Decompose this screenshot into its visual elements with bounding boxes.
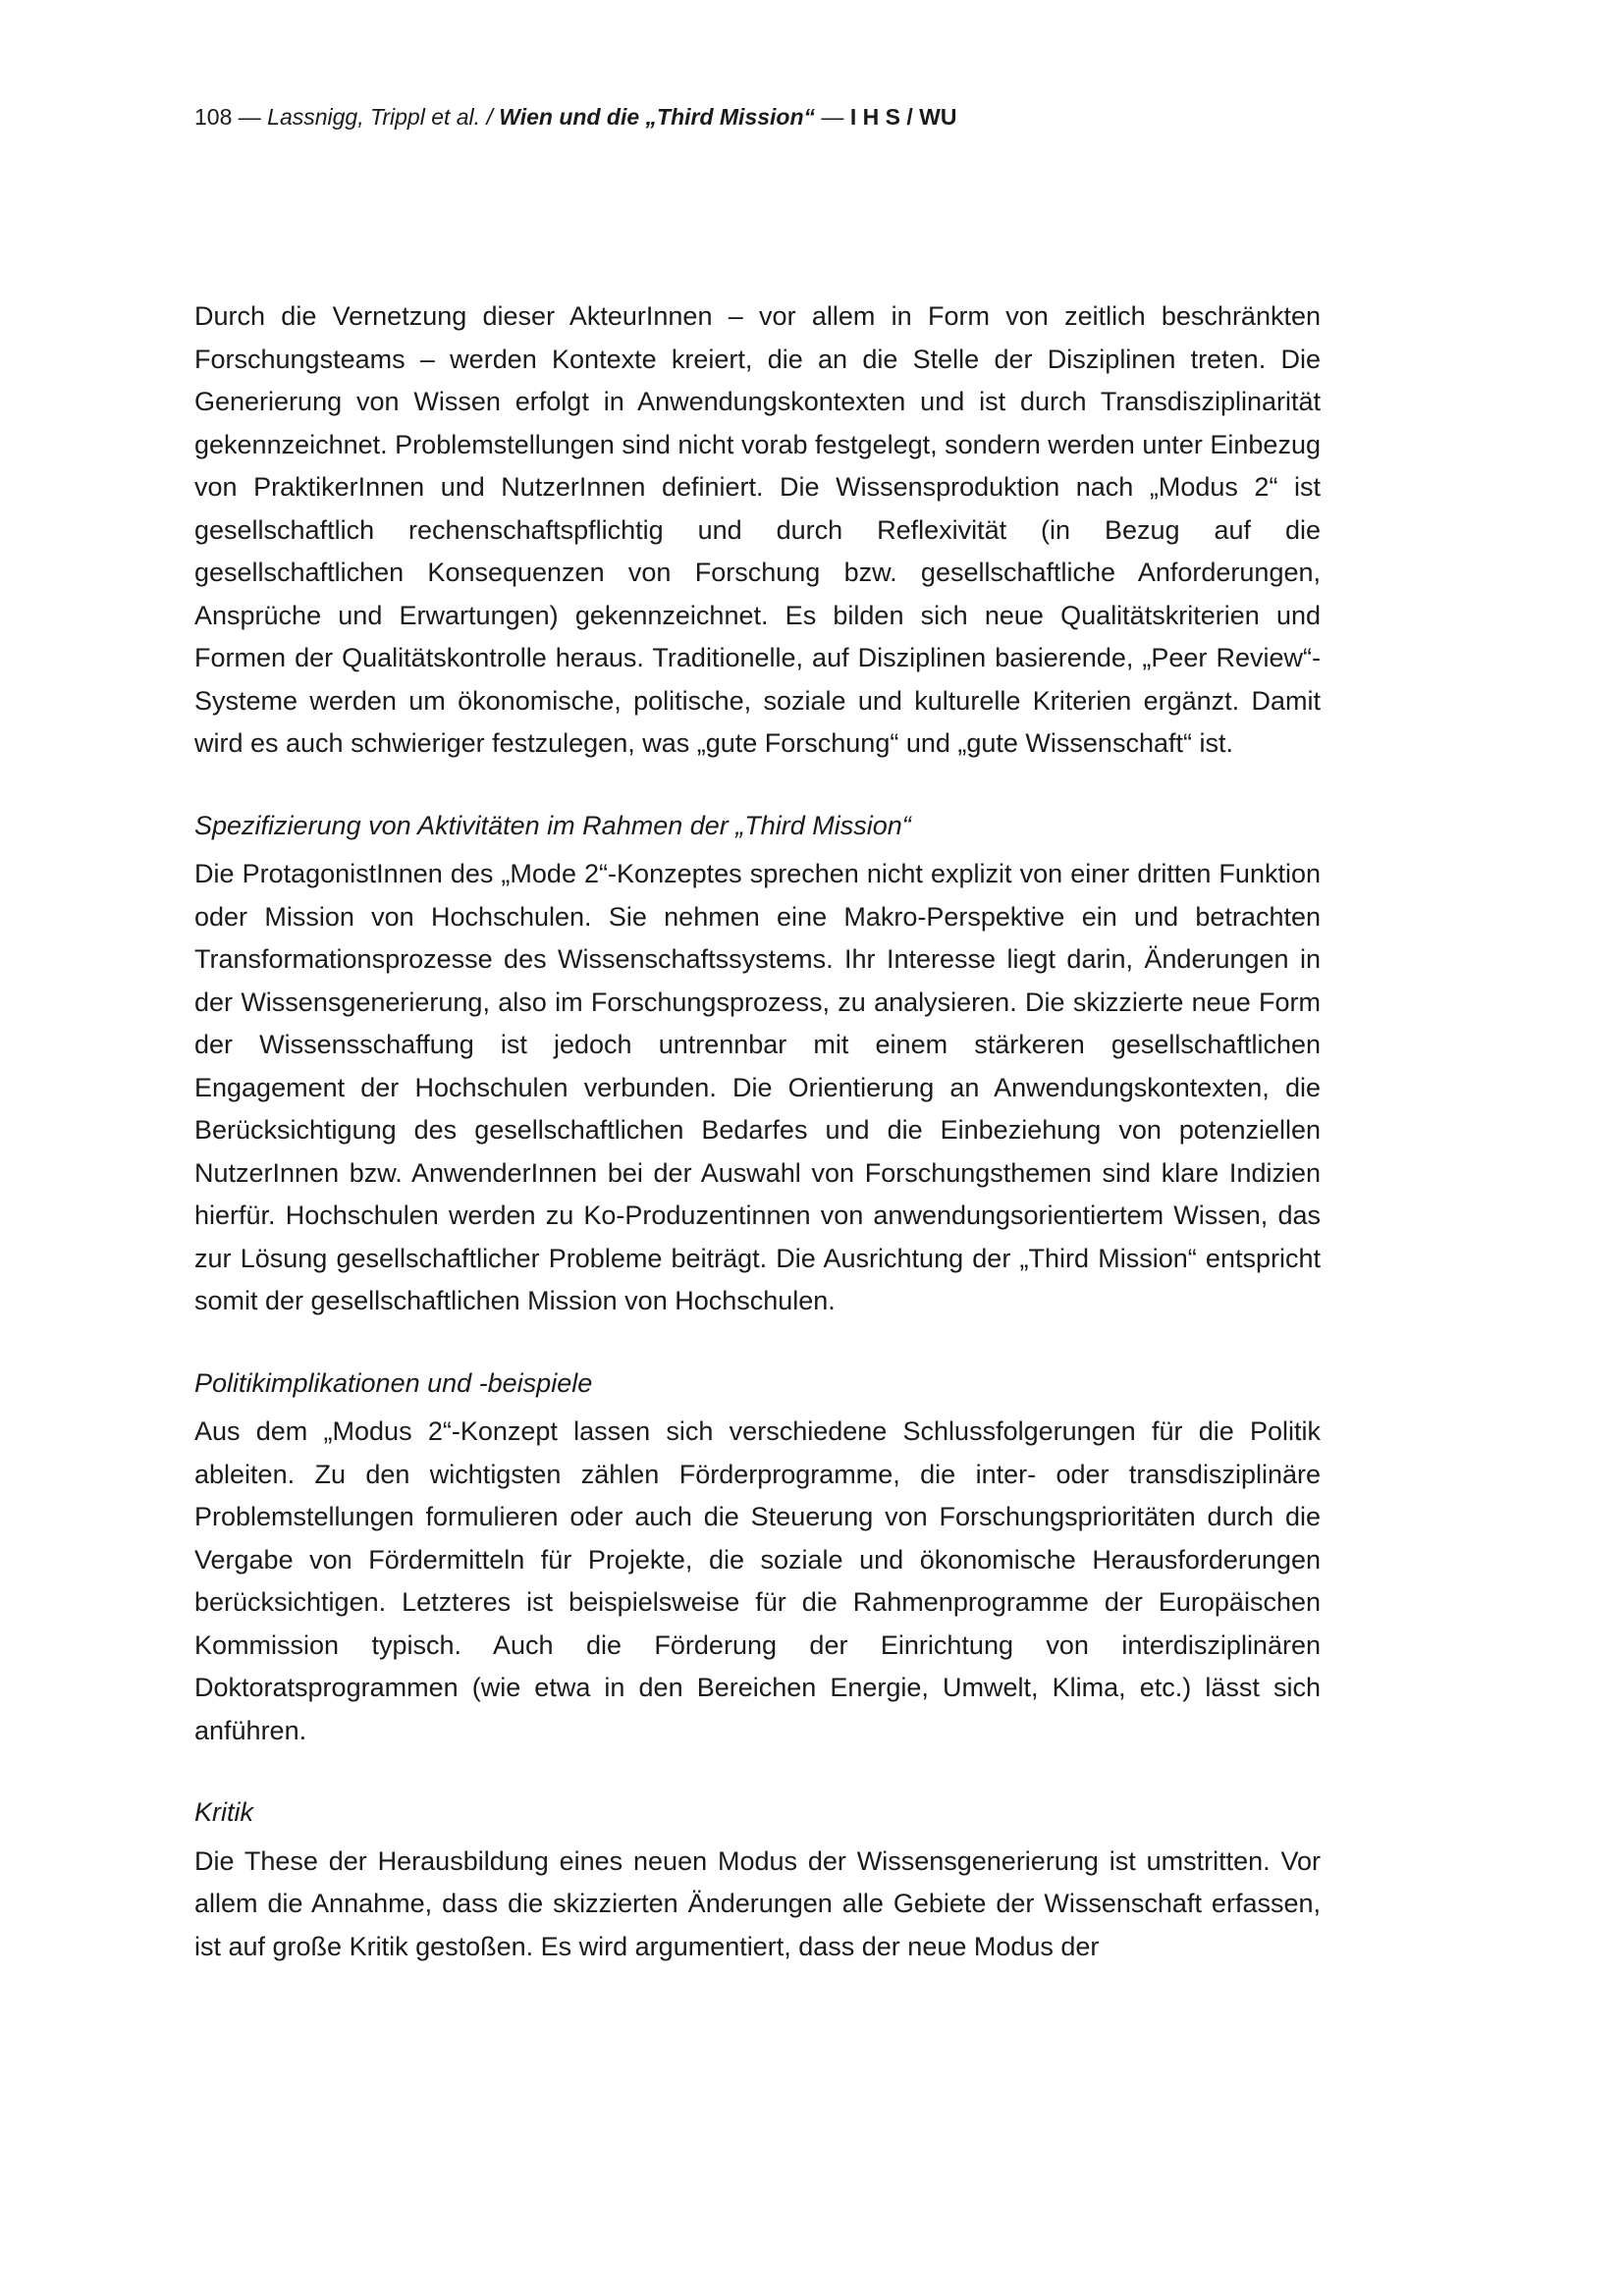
header-separator: — bbox=[815, 104, 850, 130]
header-title: Wien und die „Third Mission“ bbox=[499, 104, 816, 130]
header-institutions: I H S / WU bbox=[849, 104, 957, 130]
section-heading-politikimplikationen: Politikimplikationen und -beispiele bbox=[194, 1367, 593, 1398]
section-paragraph-kritik: Die These der Herausbildung eines neuen Modus der Wissensgenerierung ist umstritten. Vor allem die Annahme, dass die skizzierten Änderungen alle Gebiete der Wissenschaft erfassen, ist auf große Kritik gestoßen. Es wird argumentiert, dass der neue Modus der bbox=[194, 1845, 1321, 1961]
section-heading-kritik: Kritik bbox=[194, 1797, 253, 1827]
header-authors: Lassnigg, Trippl et al. / bbox=[267, 104, 500, 130]
body-text bbox=[194, 295, 1321, 1968]
running-header bbox=[194, 102, 1324, 132]
section-paragraph-politikimplikationen: Aus dem „Modus 2“-Konzept lassen sich verschiedene Schlussfolgerungen für die Politik ableiten. Zu den wichtigsten zählen Förderprogramme, die inter- oder transdisziplinäre Problemstellungen formulieren oder auch die Steuerung von Forschungsprioritäten durch die Vergabe von Fördermitteln für Projekte, die soziale und ökonomische Herausforderungen berücksichtigen. Letzteres ist beispielsweise für die Rahmenprogramme der Europäischen Kommission typisch. Auch die Förderung der Einrichtung von interdisziplinären Doktoratsprogrammen (wie etwa in den Bereichen Energie, Umwelt, Klima, etc.) lässt sich anführen. bbox=[194, 1416, 1321, 1745]
intro-paragraph: Durch die Vernetzung dieser AkteurInnen – vor allem in Form von zeitlich beschränkten Forschungsteams – werden Kontexte kreiert, die an die Stelle der Disziplinen treten. Die Generierung von Wissen erfolgt in Anwendungskontexten und ist durch Transdisziplinarität gekennzeichnet. Problemstellungen sind nicht vorab festgelegt, sondern werden unter Einbezug von PraktikerInnen und NutzerInnen definiert. Die Wissensproduktion nach „Modus 2“ ist gesellschaftlich rechenschaftspflichtig und durch Reflexivität (in Bezug auf die gesellschaftlichen Konsequenzen von Forschung bzw. gesellschaftliche Anforderungen, Ansprüche und Erwartungen) gekennzeichnet. Es bilden sich neue Qualitätskriterien und Formen der Qualitätskontrolle heraus. Traditionelle, auf Disziplinen basierende, „Peer Review“-Systeme werden um ökonomische, politische, soziale und kulturelle Kriterien ergänzt. Damit wird es auch schwieriger festzulegen, was „gute Forschung“ und „gute Wissenschaft“ ist. bbox=[194, 301, 1321, 758]
header-separator: — bbox=[232, 104, 268, 130]
page-number: 108 bbox=[194, 104, 233, 130]
section-heading-spezifizierung: Spezifizierung von Aktivitäten im Rahmen der „Third Mission“ bbox=[194, 810, 911, 840]
section-paragraph-spezifizierung: Die ProtagonistInnen des „Mode 2“-Konzeptes sprechen nicht explizit von einer dritten Funktion oder Mission von Hochschulen. Sie nehmen eine Makro-Perspektive ein und betrachten Transformationsprozesse des Wissenschaftssystems. Ihr Interesse liegt darin, Änderungen in der Wissensgenerierung, also im Forschungsprozess, zu analysieren. Die skizzierte neue Form der Wissensschaffung ist jedoch untrennbar mit einem stärkeren gesellschaftlichen Engagement der Hochschulen verbunden. Die Orientierung an Anwendungskontexten, die Berücksichtigung des gesellschaftlichen Bedarfes und die Einbeziehung von potenziellen NutzerInnen bzw. AnwenderInnen bei der Auswahl von Forschungsthemen sind klare Indizien hierfür. Hochschulen werden zu Ko-Produzentinnen von anwendungsorientiertem Wissen, das zur Lösung gesellschaftlicher Probleme beiträgt. Die Ausrichtung der „Third Mission“ entspricht somit der gesellschaftlichen Mission von Hochschulen. bbox=[194, 859, 1321, 1315]
